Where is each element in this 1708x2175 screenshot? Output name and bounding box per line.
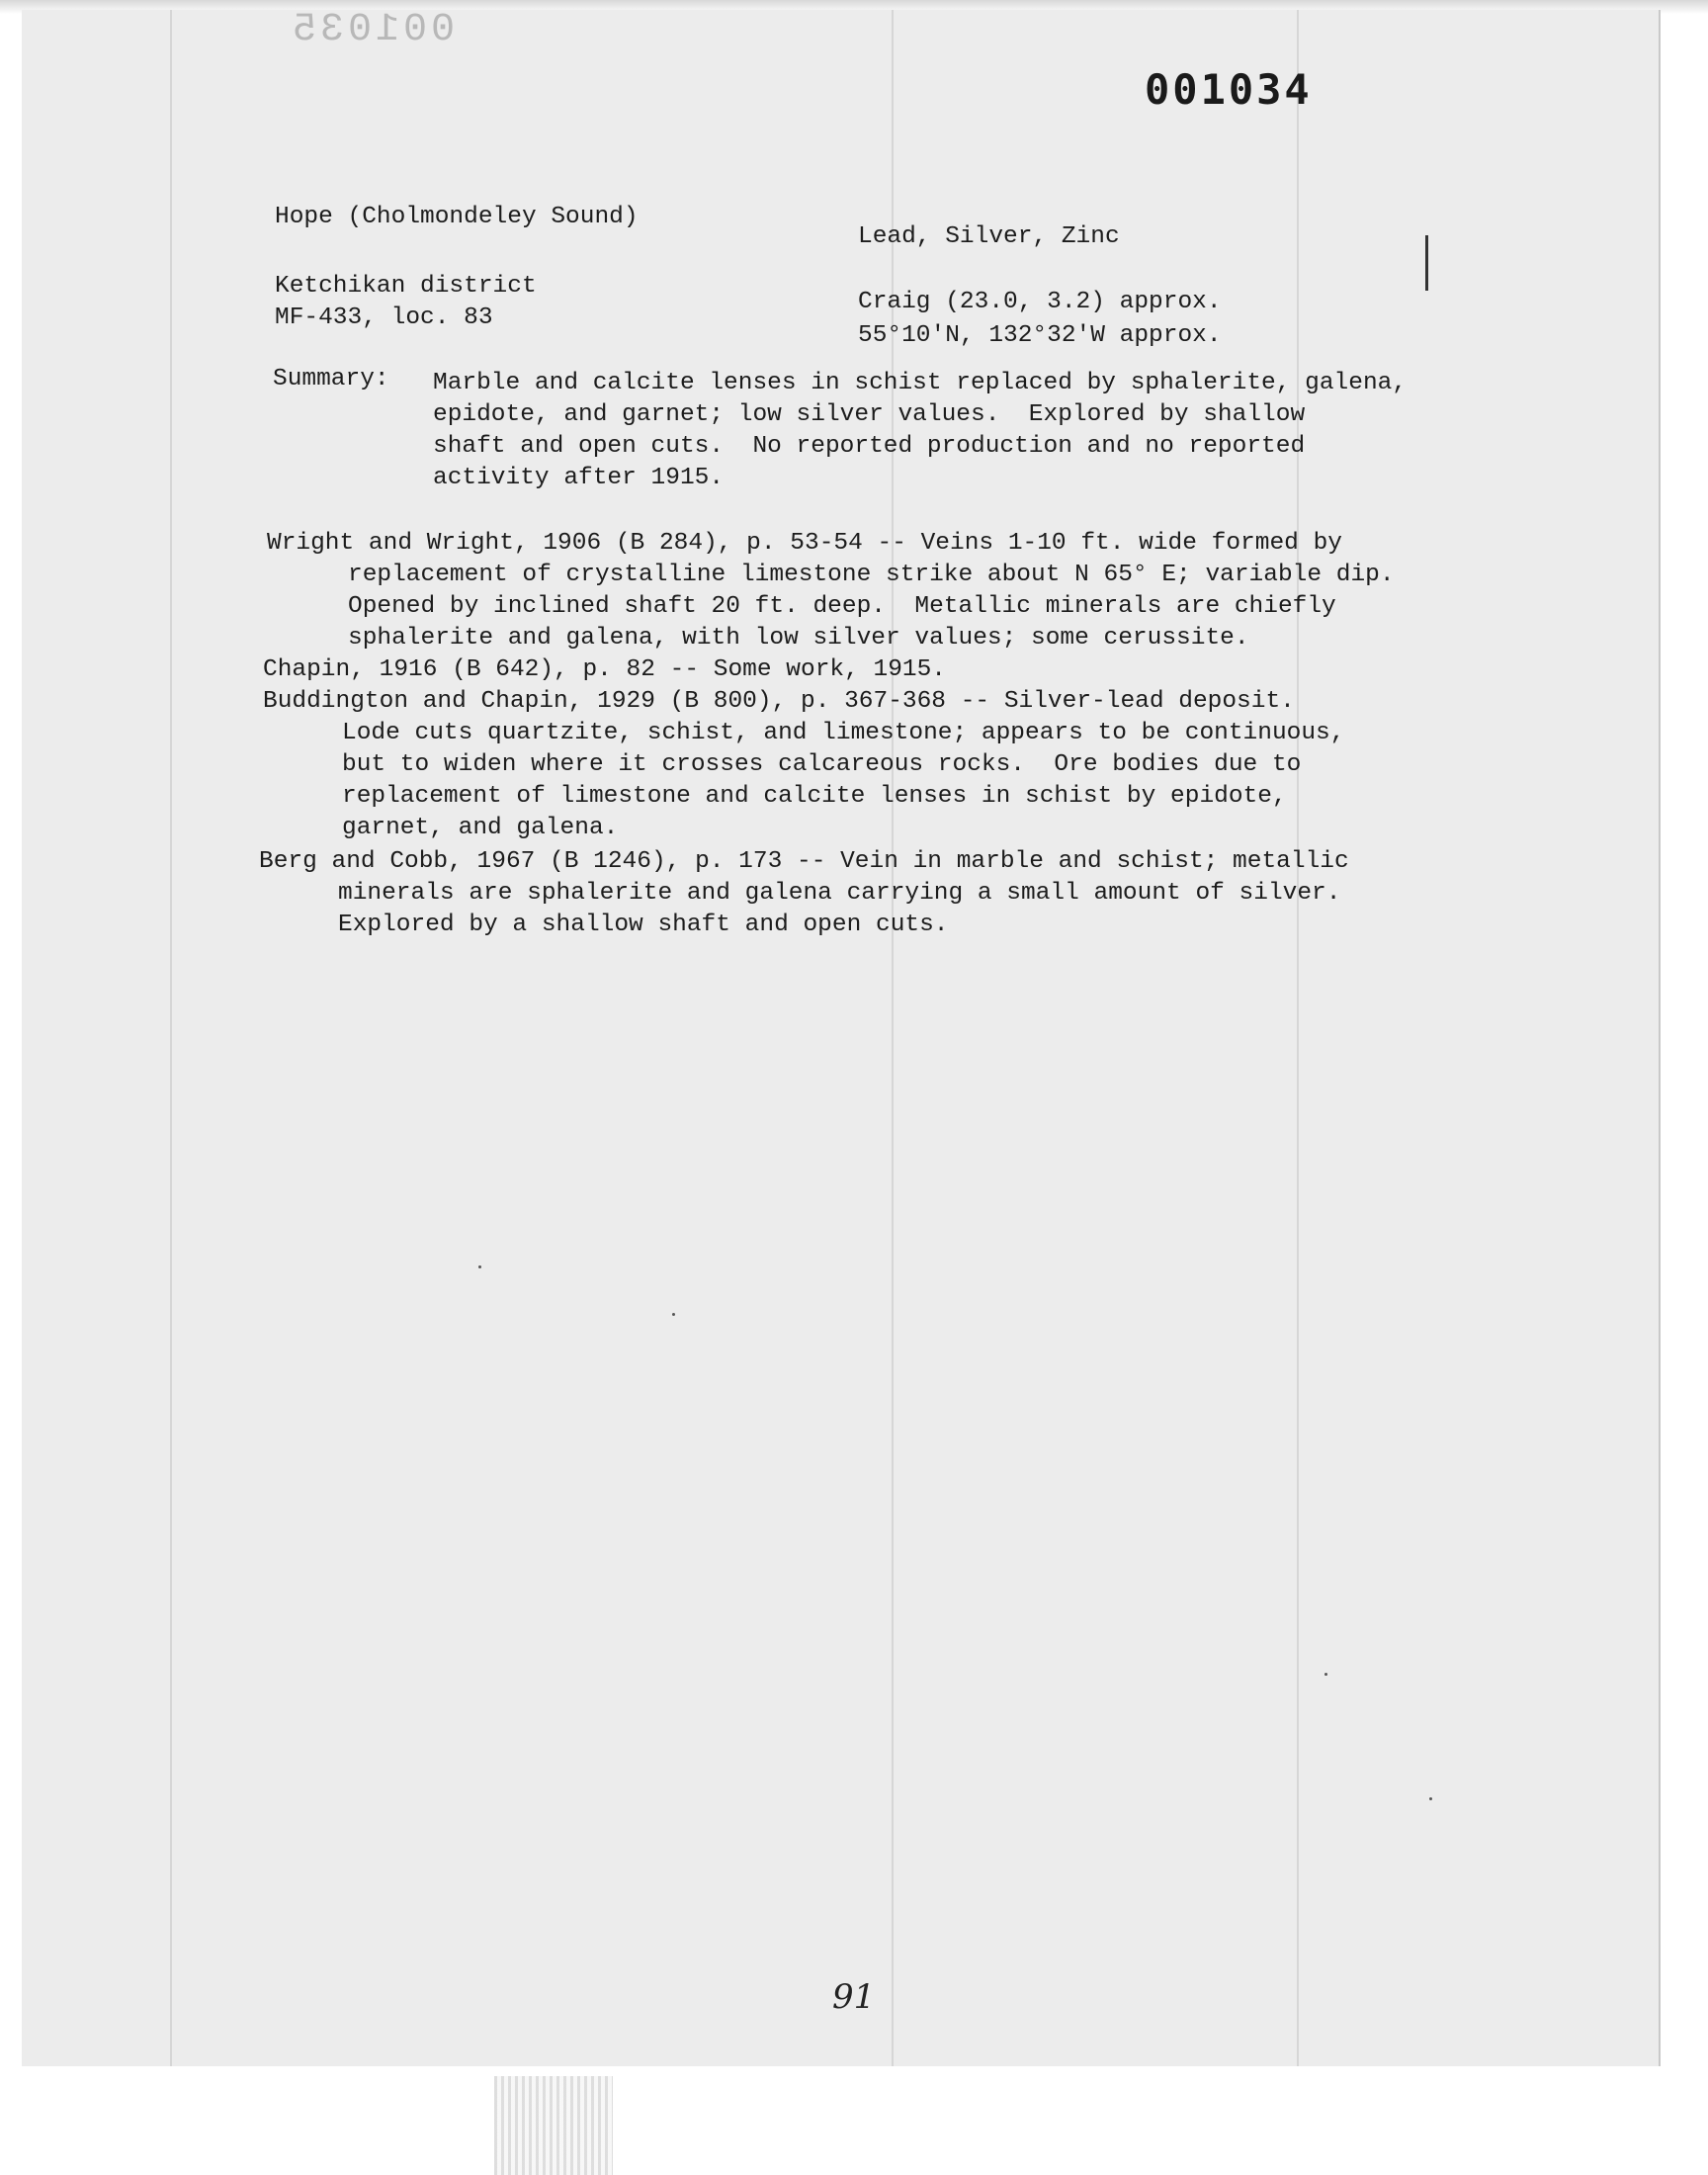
reference-line: garnet, and galena.: [342, 815, 619, 841]
scan-speck: [478, 1265, 481, 1268]
scan-speck: [672, 1313, 675, 1316]
reference-line: Explored by a shallow shaft and open cuts.: [338, 912, 949, 938]
reference-line: sphalerite and galena, with low silver values; some cerussite.: [348, 625, 1249, 652]
commodities: Lead, Silver, Zinc: [858, 223, 1120, 250]
summary-label: Summary:: [273, 366, 389, 392]
scan-speck: [1324, 1673, 1327, 1676]
reference-line: Opened by inclined shaft 20 ft. deep. Metallic minerals are chiefly: [348, 593, 1336, 620]
document-number: 001034: [1145, 65, 1313, 114]
scan-line: [170, 10, 172, 2116]
reference-line: Lode cuts quartzite, schist, and limestone; appears to be continuous,: [342, 720, 1345, 746]
reference-entry: Wright and Wright, 1906 (B 284), p. 53-54 -- Veins 1-10 ft. wide formed by: [267, 530, 1342, 557]
reference-entry: Buddington and Chapin, 1929 (B 800), p. 367-368 -- Silver-lead deposit.: [263, 688, 1295, 715]
coordinates: 55°10'N, 132°32'W approx.: [858, 322, 1222, 349]
summary-line: activity after 1915.: [433, 465, 725, 491]
margin-mark: [1425, 235, 1428, 291]
reference-entry: Berg and Cobb, 1967 (B 1246), p. 173 -- Vein in marble and schist; metallic: [259, 848, 1349, 875]
site-name: Hope (Cholmondeley Sound): [275, 204, 639, 230]
reference-entry: Chapin, 1916 (B 642), p. 82 -- Some work, 1915.: [263, 656, 947, 683]
scan-artifact-bars: [494, 2076, 613, 2175]
reference-line: replacement of crystalline limestone strike about N 65° E; variable dip.: [348, 562, 1395, 588]
reference-line: minerals are sphalerite and galena carrying a small amount of silver.: [338, 880, 1341, 907]
scan-speck: [1429, 1797, 1432, 1800]
summary-line: Marble and calcite lenses in schist replaced by sphalerite, galena,: [433, 370, 1408, 396]
reference-line: replacement of limestone and calcite lenses in schist by epidote,: [342, 783, 1287, 810]
summary-line: shaft and open cuts. No reported production and no reported: [433, 433, 1306, 460]
quadrangle: Craig (23.0, 3.2) approx.: [858, 289, 1222, 315]
reference-line: but to widen where it crosses calcareous rocks. Ore bodies due to: [342, 751, 1302, 778]
summary-line: epidote, and garnet; low silver values. Explored by shallow: [433, 401, 1306, 428]
map-reference: MF-433, loc. 83: [275, 304, 493, 331]
scan-bottom-strip: [0, 2066, 1708, 2175]
district: Ketchikan district: [275, 273, 537, 300]
page-number: 91: [832, 1977, 876, 2017]
paper-sheet: [22, 10, 1661, 2068]
ghost-document-number: 001035: [289, 8, 456, 52]
scan-line: [1297, 10, 1299, 2116]
